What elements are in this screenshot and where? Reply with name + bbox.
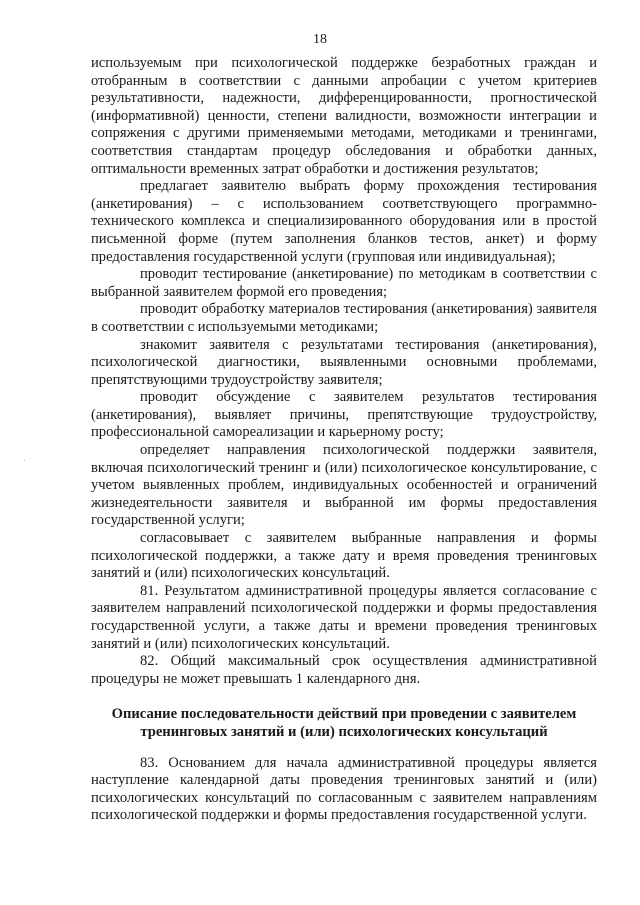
paragraph-define-directions: определяет направления психологической поддержки заявителя, включая психологический тренинг и (или) психологическое консультирование, с учетом выявленных проблем, индивидуальных особенностей и ограничений жизнедеятельности заявителя и выбранной им формы предоставления государственной услуги; <box>91 442 597 529</box>
paragraph-agree-directions: согласовывает с заявителем выбранные направления и формы психологической поддержки, а также дату и время проведения тренинговых занятий и (или) психологических консультаций. <box>91 530 597 582</box>
section-heading: Описание последовательности действий при проведении с заявителем тренинговых занятий и (или) психологических консультаций <box>111 706 577 740</box>
paragraph-choose-form: предлагает заявителю выбрать форму прохождения тестирования (анкетирования) – с использованием соответствующего программно-технического комплекса и специализированного оборудования или в простой письменной форме (путем заполнения бланков тестов, анкет) и форму предоставления государственной услуги (групповая или индивидуальная); <box>91 178 597 265</box>
paragraph-discuss-results: проводит обсуждение с заявителем результатов тестирования (анкетирования), выявляет причины, препятствующие трудоустройству, профессиональной самореализации и карьерному росту; <box>91 389 597 441</box>
paragraph-conduct-testing: проводит тестирование (анкетирование) по методикам в соответствии с выбранной заявителем формой его проведения; <box>91 266 597 300</box>
paragraph-item-82: 82. Общий максимальный срок осуществления административной процедуры не может превышать 1 календарного дня. <box>91 653 597 687</box>
scan-speck <box>24 460 25 461</box>
paragraph-process-materials: проводит обработку материалов тестирования (анкетирования) заявителя в соответствии с используемыми методиками; <box>91 301 597 335</box>
paragraph-item-83: 83. Основанием для начала административной процедуры является наступление календарной даты проведения тренинговых занятий и (или) психологических консультаций по согласованным с заявителем направлениям психологической поддержки и формы предоставления государственной услуги. <box>91 754 597 824</box>
section-gap <box>91 688 597 706</box>
paragraph-continuation: используемым при психологической поддержке безработных граждан и отобранным в соответствии с данными апробации с учетом критериев результативности, надежности, дифференцированности, прогностической (информативной) ценности, степени валидности, возможности интеграции и сопряжения с другими применяемыми методами, методиками и тренингами, соответствия стандартам процедур обследования и обработки данных, оптимальности временных затрат обработки и достижения результатов; <box>91 55 597 177</box>
document-body <box>91 55 597 825</box>
section-gap <box>91 742 597 755</box>
paragraph-acquaint-results: знакомит заявителя с результатами тестирования (анкетирования), психологической диагностики, выявленными основными проблемами, препятствующими трудоустройству заявителя; <box>91 336 597 388</box>
paragraph-item-81: 81. Результатом административной процедуры является согласование с заявителем направлений психологической поддержки и формы предоставления государственной услуги, а также даты и времени проведения тренинговых занятий и (или) психологических консультаций. <box>91 582 597 652</box>
page-number: 18 <box>313 32 327 47</box>
